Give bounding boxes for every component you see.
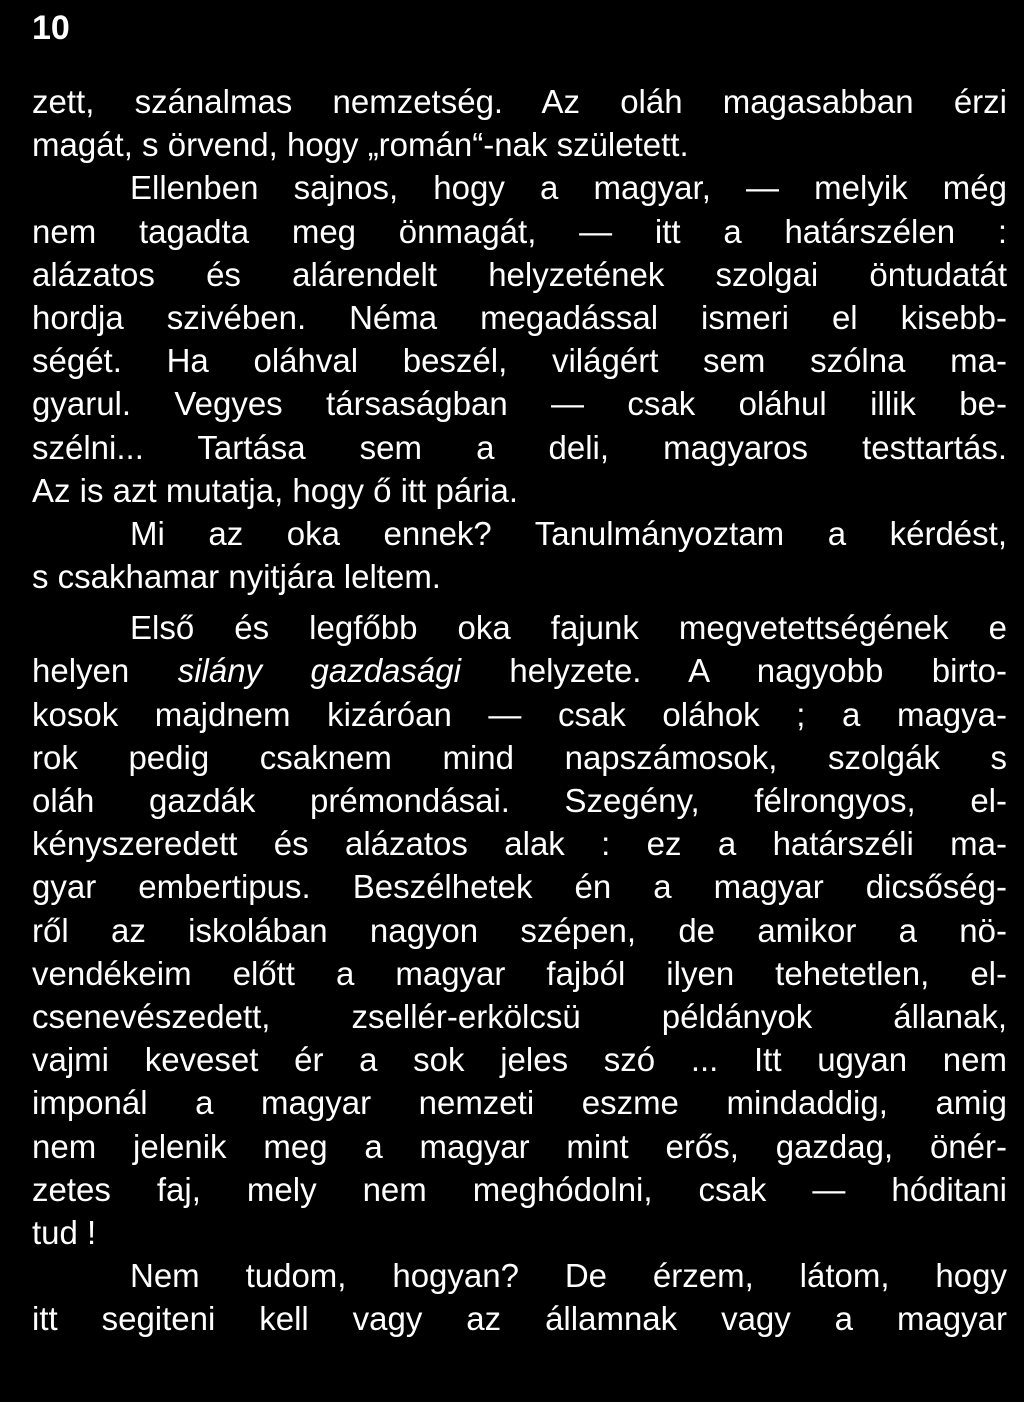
text-line: zett, szánalmas nemzetség. Az oláh magasabban érzi [32,83,1007,120]
text-line: Ellenben sajnos, hogy a magyar, — melyik még [130,169,1007,207]
text-line: kényszeredett és alázatos alak : ez a határszéli ma- [32,825,1007,863]
page-number: 10 [32,9,70,47]
text-line: vajmi keveset ér a sok jeles szó ... Itt ugyan nem [32,1041,1007,1079]
text-line: Nem tudom, hogyan? De érzem, látom, hogy [130,1257,1007,1295]
text-line: kosok majdnem kizáróan — csak oláhok ; a magya- [32,695,1007,733]
text-line: imponál a magyar nemzeti eszme mindaddig, amig [32,1084,1007,1122]
text-line: alázatos és alárendelt helyzetének szolgai öntudatát [32,255,1007,293]
text-line: rok pedig csaknem mind napszámosok, szolgák s [32,738,1007,776]
text-line: ségét. Ha oláhval beszél, világért sem szólna ma- [32,342,1007,380]
text-segment: helyen [32,652,178,690]
text-segment: helyzete. A nagyobb birto- [460,652,1007,690]
body-text [32,80,1007,1340]
text-line: szélni... Tartása sem a deli, magyaros testtartás. [32,428,1007,466]
text-line: nem jelenik meg a magyar mint erős, gazdag, önér- [32,1127,1007,1165]
text-line-with-emphasis [32,649,1007,692]
text-line: oláh gazdák prémondásai. Szegény, félrongyos, el- [32,782,1007,819]
text-line: itt segiteni kell vagy az államnak vagy a magyar [32,1300,1007,1338]
text-line: hordja szivében. Néma megadással ismeri el kisebb- [32,298,1007,336]
text-line: Az is azt mutatja, hogy ő itt pária. [32,471,519,509]
text-line: zetes faj, mely nem meghódolni, csak — hóditani [32,1170,1007,1208]
text-line: ről az iskolában nagyon szépen, de amikor a nö- [32,911,1007,949]
text-line: s csakhamar nyitjára leltem. [32,558,441,596]
text-line: gyarul. Vegyes társaságban — csak oláhul illik be- [32,385,1007,423]
text-line: Első és legfőbb oka fajunk megvetettségének e [130,609,1007,647]
text-line: csenevészedett, zsellér-erkölcsü példányok állanak, [32,997,1007,1035]
emphasized-text: silány gazdasági [177,652,461,690]
text-line: tud ! [32,1213,97,1251]
text-line: Mi az oka ennek? Tanulmányoztam a kérdést, [130,514,1007,552]
text-line: nem tagadta meg önmagát, — itt a határszélen : [32,212,1007,250]
text-line: magát, s örvend, hogy „román“-nak született. [32,126,689,164]
text-line: gyar embertipus. Beszélhetek én a magyar dicsőség- [32,868,1007,906]
text-line: vendékeim előtt a magyar fajból ilyen tehetetlen, el- [32,954,1007,992]
